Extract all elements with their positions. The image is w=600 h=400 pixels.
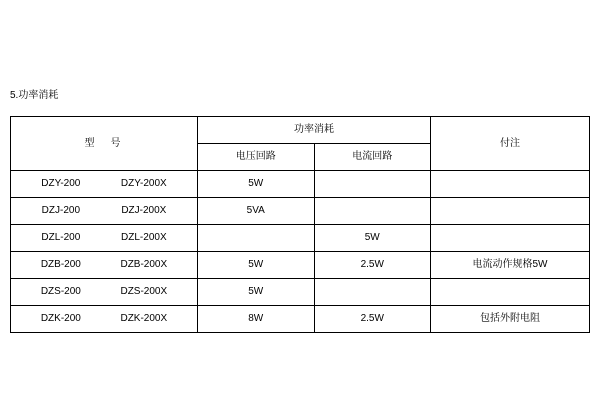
header-voltage-circuit: 电压回路: [198, 144, 315, 171]
cell-current: [314, 198, 431, 225]
model-code-a: DZB-200: [40, 259, 81, 270]
section-heading: 5.功率消耗: [10, 90, 59, 101]
table-header-row-1: [11, 117, 590, 144]
power-consumption-table: [10, 116, 590, 333]
cell-note: 包括外附电阻: [431, 306, 590, 333]
model-code-b: DZS-200X: [120, 286, 168, 297]
model-code-b: DZJ-200X: [121, 205, 167, 216]
cell-voltage: 8W: [198, 306, 315, 333]
header-model: [11, 117, 198, 171]
model-code-b: DZY-200X: [120, 178, 167, 189]
header-power-group: 功率消耗: [198, 117, 431, 144]
cell-note: [431, 225, 590, 252]
cell-note: [431, 279, 590, 306]
model-code-b: DZL-200X: [121, 232, 167, 243]
cell-model: [11, 225, 198, 252]
table-row: [11, 252, 590, 279]
cell-model: [11, 306, 198, 333]
cell-current: 5W: [314, 225, 431, 252]
table-row: [11, 225, 590, 252]
cell-voltage: 5VA: [198, 198, 315, 225]
cell-model: [11, 279, 198, 306]
cell-note: [431, 198, 590, 225]
cell-voltage: 5W: [198, 252, 315, 279]
table-row: [11, 306, 590, 333]
model-code-a: DZJ-200: [41, 205, 81, 216]
cell-current: 2.5W: [314, 306, 431, 333]
cell-voltage: [198, 225, 315, 252]
cell-model: [11, 171, 198, 198]
header-model-label: 型 号: [84, 137, 124, 149]
cell-note: [431, 171, 590, 198]
cell-current: [314, 171, 431, 198]
table-row: [11, 171, 590, 198]
table-row: [11, 279, 590, 306]
table-row: [11, 198, 590, 225]
model-code-a: DZL-200: [41, 232, 81, 243]
header-current-circuit: 电流回路: [314, 144, 431, 171]
model-code-b: DZK-200X: [120, 313, 168, 324]
model-code-a: DZY-200: [41, 178, 81, 189]
model-code-b: DZB-200X: [120, 259, 168, 270]
cell-voltage: 5W: [198, 279, 315, 306]
model-code-a: DZK-200: [40, 313, 81, 324]
cell-note: 电流动作规格5W: [431, 252, 590, 279]
header-note: 付注: [431, 117, 590, 171]
model-code-a: DZS-200: [40, 286, 81, 297]
cell-model: [11, 198, 198, 225]
cell-current: [314, 279, 431, 306]
power-consumption-table-wrap: [10, 116, 590, 333]
cell-voltage: 5W: [198, 171, 315, 198]
cell-current: 2.5W: [314, 252, 431, 279]
cell-model: [11, 252, 198, 279]
